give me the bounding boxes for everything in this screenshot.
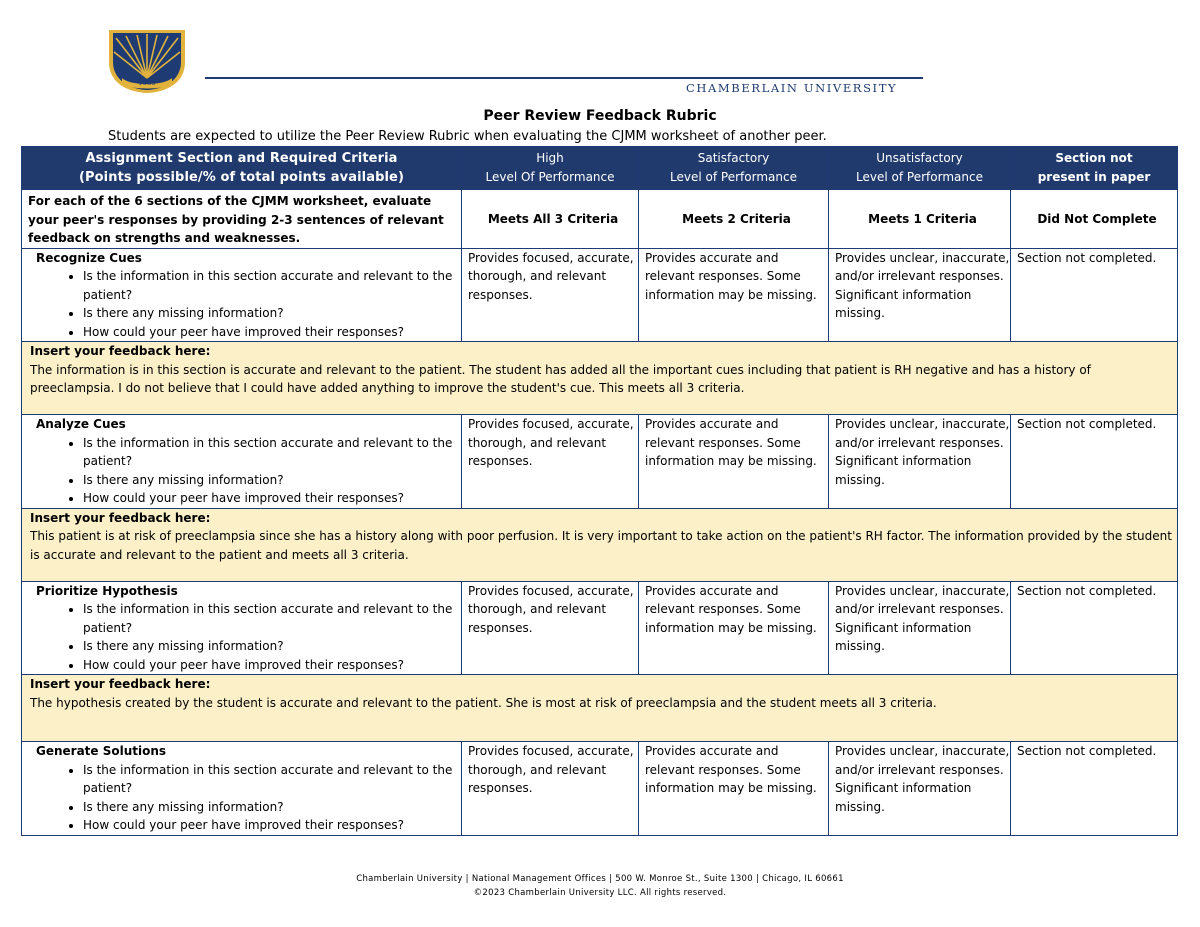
header-unsatisfactory: Unsatisfactory Level of Performance [829, 147, 1011, 190]
feedback-text[interactable]: The information is in this section is accurate and relevant to the patient. The student has added all the important cues including that patient is RH negative and has a history of preeclampsia. I do not believe that I could have added anything to improve the student's cue. This meets all 3 criteria. [30, 362, 1091, 395]
feedback-cell [22, 675, 1178, 742]
feedback-text[interactable]: The hypothesis created by the student is accurate and relevant to the patient. She is most at risk of preeclampsia and the student meets all 3 criteria. [30, 695, 937, 710]
intro-text: Students are expected to utilize the Peer Review Rubric when evaluating the CJMM worksheet of another peer. [108, 129, 827, 144]
question-item: • Is there any missing information? [83, 637, 461, 656]
question-item: • How could your peer have improved their responses? [83, 816, 461, 835]
question-item: • Is the information in this section accurate and relevant to the patient? [83, 761, 461, 798]
level-unsatisfactory: Provides unclear, inaccurate, and/or irrelevant responses. Significant information missing. [829, 415, 1011, 509]
level-satisfactory: Provides accurate and relevant responses. Some information may be missing. [639, 248, 829, 342]
section-row-generate-solutions [22, 742, 1178, 836]
question-list [28, 267, 461, 341]
feedback-row-analyze-cues [22, 508, 1178, 581]
feedback-cell [22, 342, 1178, 415]
question-list [28, 761, 461, 835]
feedback-row-recognize-cues [22, 342, 1178, 415]
footer-copyright: ©2023 Chamberlain University LLC. All rights reserved. [473, 888, 727, 898]
university-name: CHAMBERLAIN UNIVERSITY [686, 81, 898, 95]
question-list [28, 600, 461, 674]
section-criteria-cell [22, 248, 462, 342]
criteria-satisfactory: Meets 2 Criteria [639, 190, 829, 249]
level-high: Provides focused, accurate, thorough, and relevant responses. [462, 742, 639, 836]
question-item: • How could your peer have improved their responses? [83, 489, 461, 508]
feedback-label: Insert your feedback here: [30, 677, 211, 691]
header-rule [205, 77, 923, 79]
level-not-present: Section not completed. [1011, 742, 1178, 836]
section-row-prioritize-hypothesis [22, 581, 1178, 675]
question-item: • Is the information in this section accurate and relevant to the patient? [83, 600, 461, 637]
section-title: Analyze Cues [36, 417, 126, 431]
level-unsatisfactory: Provides unclear, inaccurate, and/or irrelevant responses. Significant information missing. [829, 742, 1011, 836]
question-list [28, 434, 461, 508]
level-satisfactory: Provides accurate and relevant responses. Some information may be missing. [639, 581, 829, 675]
criteria-not-present: Did Not Complete [1011, 190, 1178, 249]
header-row [22, 147, 1178, 190]
rubric-table [21, 146, 1178, 836]
criteria-high: Meets All 3 Criteria [462, 190, 639, 249]
feedback-cell [22, 508, 1178, 581]
level-satisfactory: Provides accurate and relevant responses. Some information may be missing. [639, 742, 829, 836]
university-seal-logo [108, 28, 186, 94]
feedback-label: Insert your feedback here: [30, 510, 211, 525]
section-title: Prioritize Hypothesis [36, 583, 178, 598]
section-title: Generate Solutions [36, 744, 167, 758]
footer-address: Chamberlain University | National Management Offices | 500 W. Monroe St., Suite 1300 | Chicago, IL 60661 [356, 874, 844, 884]
criteria-unsatisfactory: Meets 1 Criteria [829, 190, 1011, 249]
level-not-present: Section not completed. [1011, 415, 1178, 509]
criteria-row [22, 190, 1178, 249]
level-not-present: Section not completed. [1011, 248, 1178, 342]
level-not-present: Section not completed. [1011, 581, 1178, 675]
page-title: Peer Review Feedback Rubric [483, 108, 717, 124]
question-item: • Is there any missing information? [83, 798, 461, 817]
question-item: • How could your peer have improved their responses? [83, 656, 461, 675]
section-title: Recognize Cues [36, 250, 142, 265]
level-high: Provides focused, accurate, thorough, and relevant responses. [462, 415, 639, 509]
section-criteria-cell [22, 415, 462, 509]
header-not-present: Section not present in paper [1011, 147, 1178, 190]
level-unsatisfactory: Provides unclear, inaccurate, and/or irrelevant responses. Significant information missing. [829, 581, 1011, 675]
header-high: High Level Of Performance [462, 147, 639, 190]
header-criteria: Assignment Section and Required Criteria (Points possible/% of total points available) [22, 147, 462, 190]
level-unsatisfactory: Provides unclear, inaccurate, and/or irrelevant responses. Significant information missing. [829, 248, 1011, 342]
feedback-label: Insert your feedback here: [30, 344, 211, 358]
question-item: • Is there any missing information? [83, 471, 461, 490]
svg-text:1889: 1889 [138, 79, 156, 87]
level-high: Provides focused, accurate, thorough, and relevant responses. [462, 581, 639, 675]
section-row-recognize-cues [22, 248, 1178, 342]
level-high: Provides focused, accurate, thorough, and relevant responses. [462, 248, 639, 342]
question-item: • Is the information in this section accurate and relevant to the patient? [83, 434, 461, 471]
section-row-analyze-cues [22, 415, 1178, 509]
section-criteria-cell [22, 742, 462, 836]
feedback-row-prioritize-hypothesis [22, 675, 1178, 742]
question-item: • Is there any missing information? [83, 304, 461, 323]
header-satisfactory: Satisfactory Level of Performance [639, 147, 829, 190]
feedback-text[interactable]: This patient is at risk of preeclampsia since she has a history along with poor perfusion. It is very important to take action on the patient's RH factor. The information provided by the student is accurate and relevant to the patient and meets all 3 criteria. [30, 529, 1172, 562]
question-item: • Is the information in this section accurate and relevant to the patient? [83, 267, 461, 304]
level-satisfactory: Provides accurate and relevant responses. Some information may be missing. [639, 415, 829, 509]
question-item: • How could your peer have improved their responses? [83, 323, 461, 342]
section-criteria-cell [22, 581, 462, 675]
criteria-instructions: For each of the 6 sections of the CJMM worksheet, evaluate your peer's responses by providing 2-3 sentences of relevant feedback on strengths and weaknesses. [22, 190, 462, 249]
